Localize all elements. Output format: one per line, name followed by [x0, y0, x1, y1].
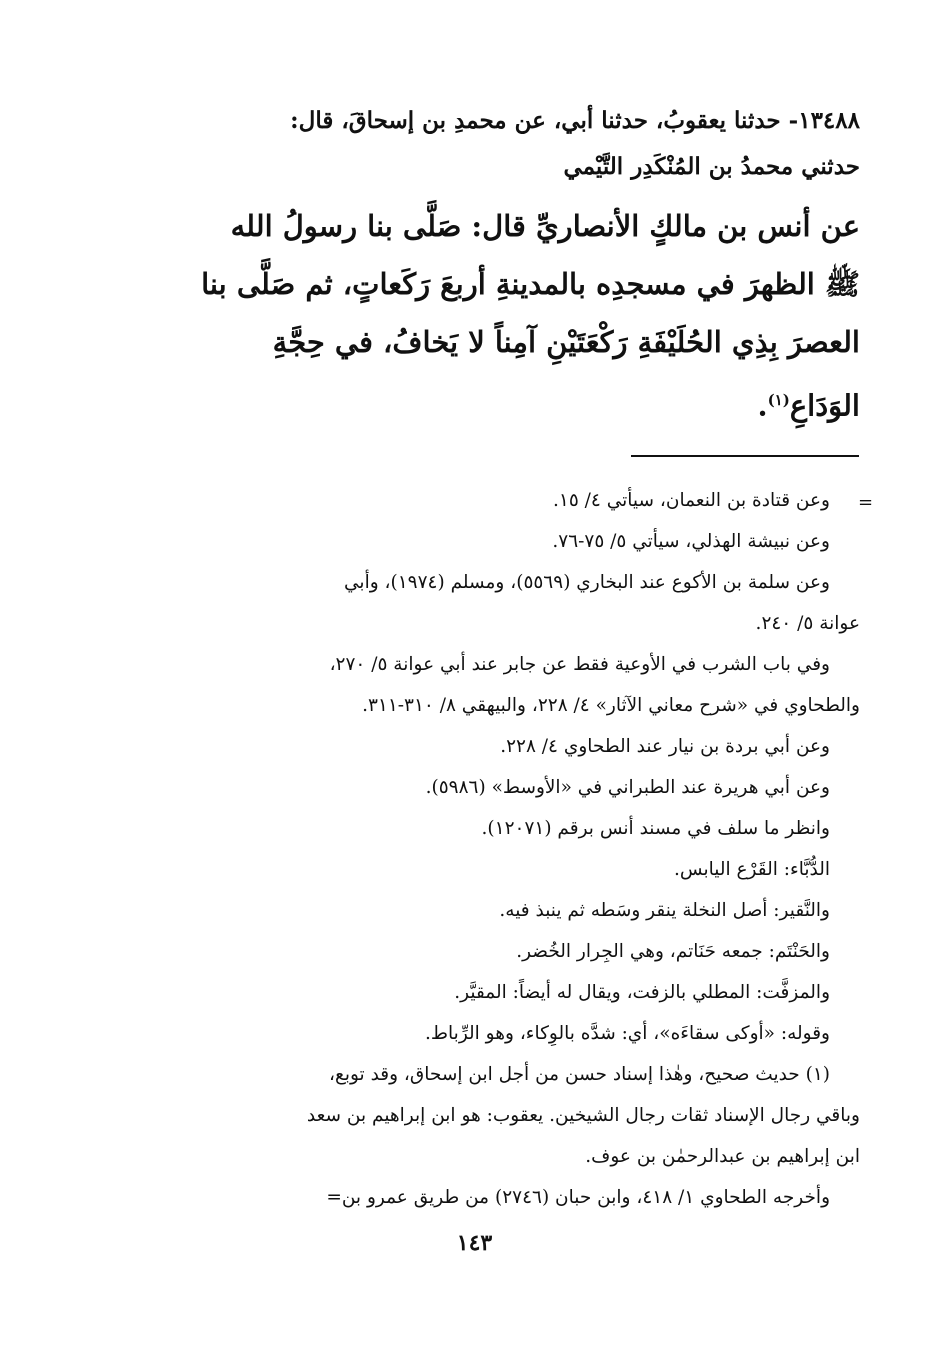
- continuation-marker: =: [858, 492, 874, 513]
- isnad-line-2: حدثني محمدُ بن المُنْكَدِر التَّيْمي: [563, 153, 860, 180]
- footnote-line: وعن سلمة بن الأكوع عند البخاري (٥٥٦٩)، ومسلم (١٩٧٤)، وأبي: [344, 572, 830, 593]
- hadith-matn: [150, 197, 860, 435]
- footnote-line: ابن إبراهيم بن عبدالرحمٰن بن عوف.: [585, 1146, 860, 1167]
- footnotes-block-c: [150, 726, 830, 1054]
- footnotes-block-b: [150, 562, 860, 726]
- matn-line-3: العصرَ بِذِي الحُلَيْفَةِ رَكْعَتَيْنِ آمِناً لا يَخافُ، في حِجَّةِ: [272, 325, 860, 359]
- footnote-divider: [631, 455, 859, 457]
- footnote-line: وقوله: «أوكى سقاءَه»، أي: شدَّه بالوِكاء، وهو الرِّباط.: [425, 1023, 830, 1044]
- page-number: ١٤٣: [456, 1230, 493, 1256]
- isnad-line-1: ١٣٤٨٨- حدثنا يعقوبُ، حدثنا أبي، عن محمدِ بن إسحاقَ، قال:: [290, 107, 860, 134]
- footnote-line: وعن أبي هريرة عند الطبراني في «الأوسط» (٥٩٨٦).: [425, 777, 830, 798]
- footnote-line: والطحاوي في «شرح معاني الآثار» ٤/ ٢٢٨، والبيهقي ٨/ ٣١٠-٣١١.: [362, 695, 860, 716]
- footnote-line: وانظر ما سلف في مسند أنس برقم (١٢٠٧١).: [481, 818, 830, 839]
- hadith-isnad: [170, 98, 860, 190]
- footnote-line: وعن أبي بردة بن نيار عند الطحاوي ٤/ ٢٢٨.: [500, 736, 830, 757]
- matn-last-words: الوَدَاعِ: [789, 388, 860, 423]
- footnote-line: عوانة ٥/ ٢٤٠.: [755, 613, 860, 634]
- footnote-line: والمزفَّت: المطلي بالزفت، ويقال له أيضاً: المقيَّر.: [454, 982, 830, 1003]
- footnote-line: وعن قتادة بن النعمان، سيأتي ٤/ ١٥.: [553, 490, 830, 511]
- footnote-line: وأخرجه الطحاوي ١/ ٤١٨، وابن حبان (٢٧٤٦) من طريق عمرو بن=: [326, 1187, 830, 1208]
- footnotes-block-a: [150, 480, 830, 562]
- footnote-line: والنَّقير: أصل النخلة ينقر وسَطه ثم ينبذ فيه.: [499, 900, 830, 921]
- footnote-line: وفي باب الشرب في الأوعية فقط عن جابر عند أبي عوانة ٥/ ٢٧٠،: [329, 654, 830, 675]
- footnote-line: (١) حديث صحيح، وهٰذا إسناد حسن من أجل ابن إسحاق، وقد توبع،: [329, 1064, 830, 1085]
- footnote-marker: (١): [767, 391, 790, 409]
- footnote-line: والحَنْتَم: جمعه حَنَاتم، وهي الجِرار الخُضر.: [516, 941, 830, 962]
- matn-line-2: ﷺ الظهرَ في مسجدِه بالمدينةِ أربعَ رَكَعاتٍ، ثم صَلَّى بنا: [201, 267, 860, 301]
- footnote-line: وعن نبيشة الهذلي، سيأتي ٥/ ٧٥-٧٦.: [552, 531, 830, 552]
- footnote-line: الدُّبَّاء: القَرْع اليابس.: [674, 859, 830, 880]
- footnote-line: وباقي رجال الإسناد ثقات رجال الشيخين. يعقوب: هو ابن إبراهيم بن سعد: [306, 1105, 860, 1126]
- matn-line-1: عن أنس بن مالكٍ الأنصاريِّ قال: صَلَّى بنا رسولُ الله: [230, 209, 860, 243]
- footnote-1: [150, 1054, 860, 1218]
- matn-end-dot: .: [757, 388, 768, 423]
- matn-line-4: [150, 371, 860, 435]
